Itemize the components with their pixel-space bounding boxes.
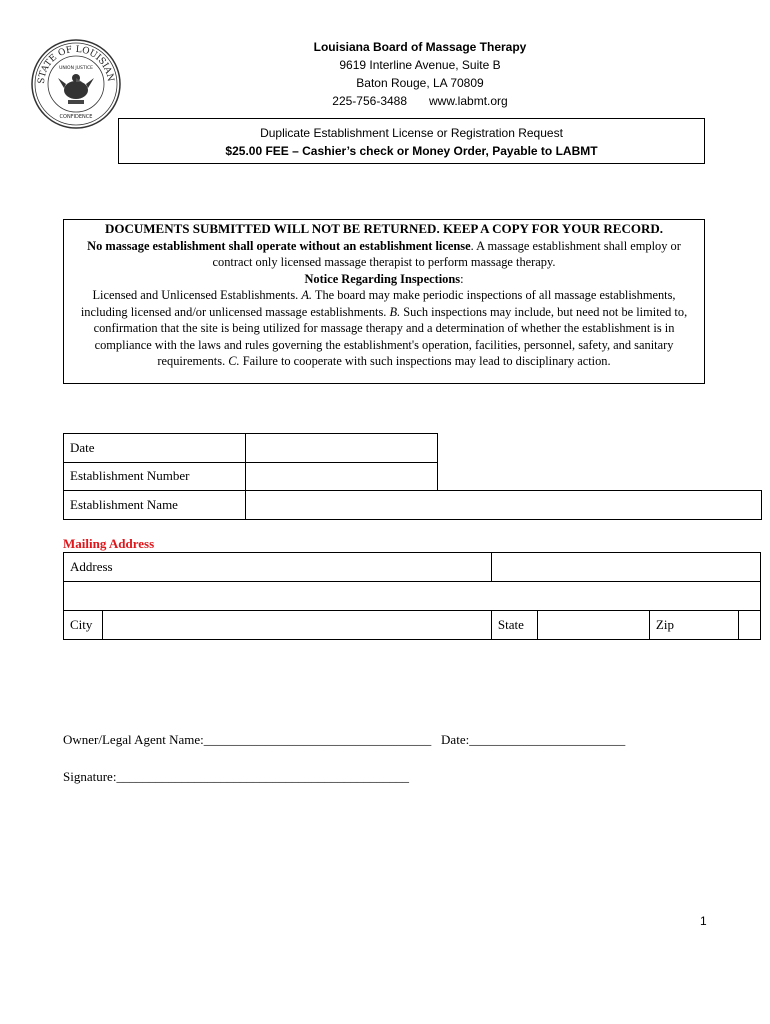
signature-date-field[interactable]: ________________________ (469, 732, 626, 747)
state-seal-logo (30, 38, 122, 130)
contact-line (250, 92, 590, 110)
address-line-2-field[interactable] (64, 582, 761, 611)
owner-agent-field[interactable]: ___________________________________ (203, 732, 432, 747)
date-field[interactable] (246, 434, 438, 463)
date-label: Date (64, 434, 246, 463)
address-label: Address (64, 553, 492, 582)
inspection-text (70, 287, 698, 370)
zip-field[interactable] (738, 611, 760, 640)
svg-text:STATE OF LOUISIANA: STATE OF LOUISIAN (36, 44, 116, 85)
inspection-text-4: Failure to cooperate with such inspections may lead to disciplinary action. (239, 354, 611, 368)
signature-line (63, 769, 409, 785)
inspection-text-3: Such inspections may include, but need not be limited to, confirmation that the site is being utilized for massage therapy and a determination of whether the establishment is in compliance with the laws and rules governing the establishment's operation, facilities, personnel, safety, and sanitary requirements. (93, 304, 688, 368)
owner-agent-line (63, 732, 625, 748)
inspection-mark-a: A. (301, 288, 313, 302)
pelican-seal-icon (30, 38, 122, 130)
letterhead (250, 38, 590, 110)
svg-text:CONFIDENCE: CONFIDENCE (59, 114, 93, 120)
mailing-address-title: Mailing Address (63, 536, 155, 551)
zip-label: Zip (649, 611, 738, 640)
signature-label: Signature: (63, 769, 117, 784)
inspection-text-2: The board may make periodic inspections of all massage establishments, including licensed and/or unlicensed massage establishments. (80, 288, 676, 319)
establishment-name-field[interactable] (246, 491, 762, 520)
city-field[interactable] (103, 611, 492, 640)
inspection-mark-c: C. (228, 354, 240, 368)
documents-warning: DOCUMENTS SUBMITTED WILL NOT BE RETURNED. KEEP A COPY FOR YOUR RECORD. (104, 221, 663, 236)
page-number: 1 (700, 914, 707, 928)
website-link[interactable]: www.labmt.org (429, 94, 508, 108)
fee-notice: $25.00 FEE – Cashier’s check or Money Order, Payable to LABMT (225, 144, 598, 158)
state-field[interactable] (537, 611, 649, 640)
city-label: City (64, 611, 103, 640)
mailing-address-table (63, 552, 761, 640)
license-requirement-rest: . A massage establishment shall employ or contract only licensed massage therapist to perform massage therapy. (212, 238, 681, 269)
address-line-1: 9619 Interline Avenue, Suite B (339, 58, 501, 72)
owner-agent-label: Owner/Legal Agent Name: (63, 732, 204, 747)
establishment-fields-table (63, 433, 762, 520)
svg-text:UNION JUSTICE: UNION JUSTICE (59, 66, 93, 71)
inspection-heading: Notice Regarding Inspections: (304, 271, 464, 286)
inspection-heading-text: Notice Regarding Inspections (304, 271, 461, 286)
organization-name: Louisiana Board of Massage Therapy (313, 40, 527, 54)
license-requirement (70, 238, 698, 271)
inspection-text-1: Licensed and Unlicensed Establishments. (92, 288, 302, 302)
license-requirement-bold: No massage establishment shall operate without an establishment license (87, 238, 471, 253)
request-box (118, 118, 705, 164)
phone-number: 225-756-3488 (332, 94, 408, 108)
signature-field[interactable]: _____________________________________________ (116, 769, 409, 784)
establishment-number-field[interactable] (246, 462, 438, 491)
establishment-name-label: Establishment Name (64, 491, 246, 520)
establishment-number-label: Establishment Number (64, 462, 246, 491)
signature-date-label: Date: (441, 732, 470, 747)
address-line-2: Baton Rouge, LA 70809 (356, 76, 484, 90)
address-field[interactable] (491, 553, 760, 582)
notice-box (63, 219, 705, 384)
inspection-mark-b: B. (389, 304, 401, 319)
state-label: State (491, 611, 537, 640)
request-title: Duplicate Establishment License or Registration Request (260, 126, 563, 140)
